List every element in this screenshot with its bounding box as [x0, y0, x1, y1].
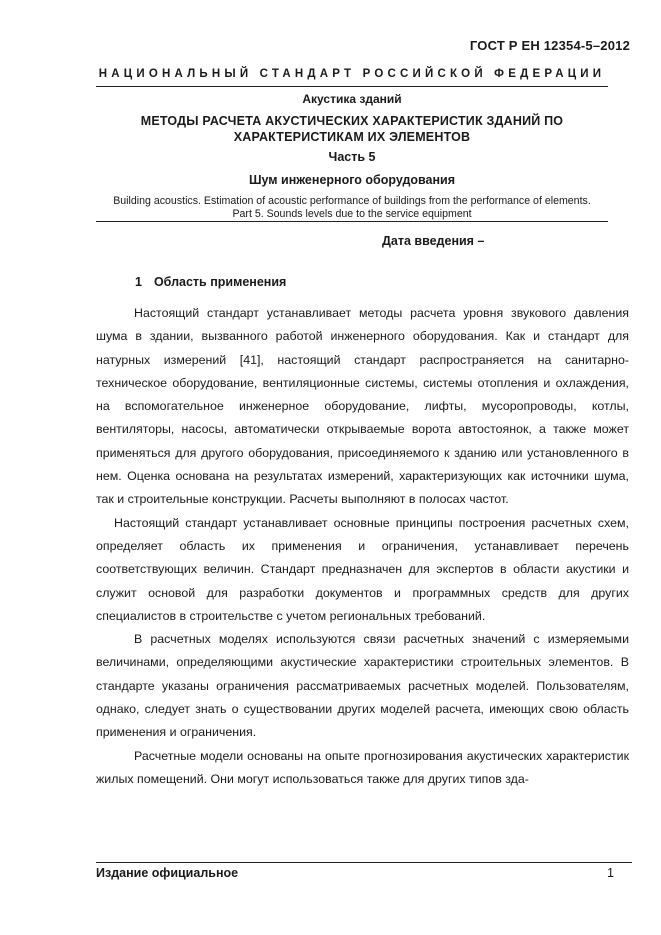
introduction-date: Дата введения – — [382, 234, 485, 248]
title-block-rule — [96, 221, 608, 222]
main-title-line-2: ХАРАКТЕРИСТИКАМ ИХ ЭЛЕМЕНТОВ — [233, 130, 471, 144]
edition-label: Издание официальное — [96, 866, 239, 880]
part-number: Часть 5 — [328, 150, 376, 164]
section-body — [96, 302, 629, 791]
page-number: 1 — [607, 866, 614, 880]
section-heading — [135, 275, 286, 289]
paragraph: В расчетных моделях используются связи расчетных значений с измеряемыми величинами, определяющими акустические характеристики строительных элементов. В стандарте указаны ограничения рассматриваемых расчетных моделей. Пользователям, однако, следует знать о существовании других моделей расчета, имеющих свою область применения и ограничения. — [96, 632, 629, 740]
english-title-line-2: Part 5. Sounds levels due to the service equipment — [232, 208, 472, 220]
main-title-line-1: МЕТОДЫ РАСЧЕТА АКУСТИЧЕСКИХ ХАРАКТЕРИСТИК ЗДАНИЙ ПО — [140, 114, 564, 128]
section-number: 1 — [135, 275, 142, 289]
english-title-line-1: Building acoustics. Estimation of acoustic performance of buildings from the performance of elements. — [113, 195, 591, 207]
english-title — [96, 195, 608, 221]
paragraph: Настоящий стандарт устанавливает методы расчета уровня звукового давления шума в здании, вызванного работой инженерного оборудования. Как и стандарт для натурных измерений [41], настоящий стандарт распространяется на санитарно-техническое оборудование, вентиляционные системы, системы отопления и охлаждения, на вспомогательное инженерное оборудование, лифты, мусоропроводы, котлы, вентиляторы, насосы, автоматически открываемые ворота автостоянок, а также может применяться для другого оборудования, присоединяемого к зданию или установленного в нем. Оценка основана на результатах измерений, характеризующих как источники шума, так и строительные конструкции. Расчеты выполняют в полосах частот. — [96, 306, 629, 507]
paragraph: Настоящий стандарт устанавливает основные принципы построения расчетных схем, определяет область их применения и ограничения, устанавливает перечень соответствующих величин. Стандарт предназначен для экспертов в области акустики и служит основой для разработки документов и программных средств для других специалистов в строительстве с учетом региональных требований. — [96, 515, 629, 623]
paragraph: Расчетные модели основаны на опыте прогнозирования акустических характеристик жилых помещений. Они могут использоваться также для других типов зда- — [96, 748, 629, 786]
document-number: ГОСТ Р ЕН 12354-5–2012 — [469, 38, 630, 53]
standard-title: НАЦИОНАЛЬНЫЙ СТАНДАРТ РОССИЙСКОЙ ФЕДЕРАЦИИ — [98, 68, 606, 80]
subject-title: Акустика зданий — [302, 92, 402, 106]
main-title — [96, 113, 608, 145]
top-rule — [96, 86, 608, 87]
footer-rule — [96, 862, 632, 863]
part-title: Шум инженерного оборудования — [248, 173, 456, 187]
section-title: Область применения — [153, 275, 287, 289]
